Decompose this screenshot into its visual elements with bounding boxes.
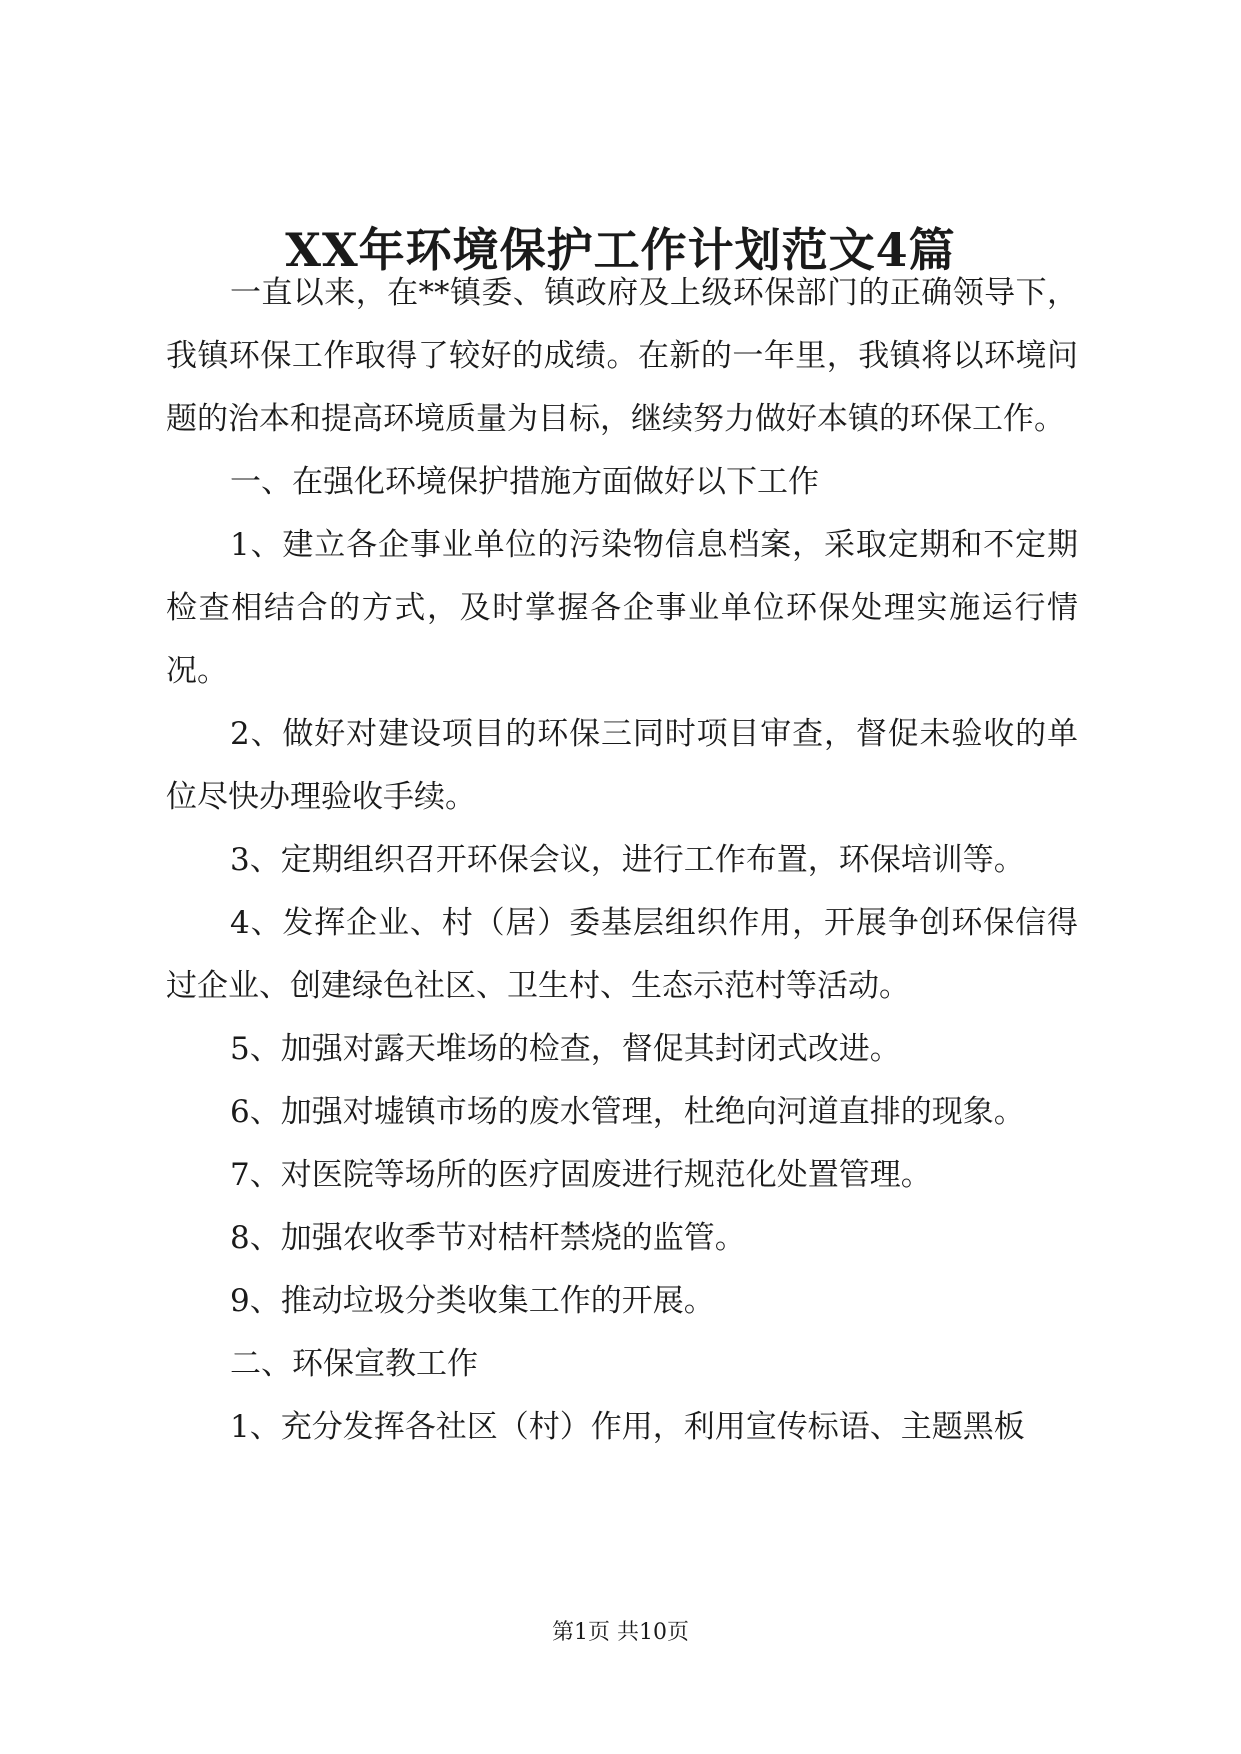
page-footer: 第1页 共10页 [552,1620,689,1645]
list-item: 1、建立各企事业单位的污染物信息档案，采取定期和不定期检查相结合的方式，及时掌握各企事业单位环保处理实施运行情况。 [166,527,1078,689]
list-item: 4、发挥企业、村（居）委基层组织作用，开展争创环保信得过企业、创建绿色社区、卫生村、生态示范村等活动。 [166,905,1078,1004]
section-heading-2: 二、环保宣教工作 [230,1346,478,1382]
list-item: 6、加强对墟镇市场的废水管理，杜绝向河道直排的现象。 [230,1094,1025,1130]
section-heading-1: 一、在强化环境保护措施方面做好以下工作 [230,464,819,500]
document-body [166,262,1078,1459]
intro-paragraph: 一直以来，在**镇委、镇政府及上级环保部门的正确领导下，我镇环保工作取得了较好的成绩。在新的一年里，我镇将以环境问题的治本和提高环境质量为目标，继续努力做好本镇的环保工作。 [166,275,1078,437]
list-item: 8、加强农收季节对桔杆禁烧的监管。 [230,1220,746,1256]
list-item: 7、对医院等场所的医疗固废进行规范化处置管理。 [230,1157,932,1193]
list-item: 1、充分发挥各社区（村）作用，利用宣传标语、主题黑板 [230,1409,1025,1445]
list-item: 3、定期组织召开环保会议，进行工作布置，环保培训等。 [230,842,1025,878]
document-title: XX年环境保护工作计划范文4篇 [285,223,956,277]
list-item: 9、推动垃圾分类收集工作的开展。 [230,1283,715,1319]
list-item: 5、加强对露天堆场的检查，督促其封闭式改进。 [230,1031,901,1067]
list-item: 2、做好对建设项目的环保三同时项目审查，督促未验收的单位尽快办理验收手续。 [166,716,1078,815]
